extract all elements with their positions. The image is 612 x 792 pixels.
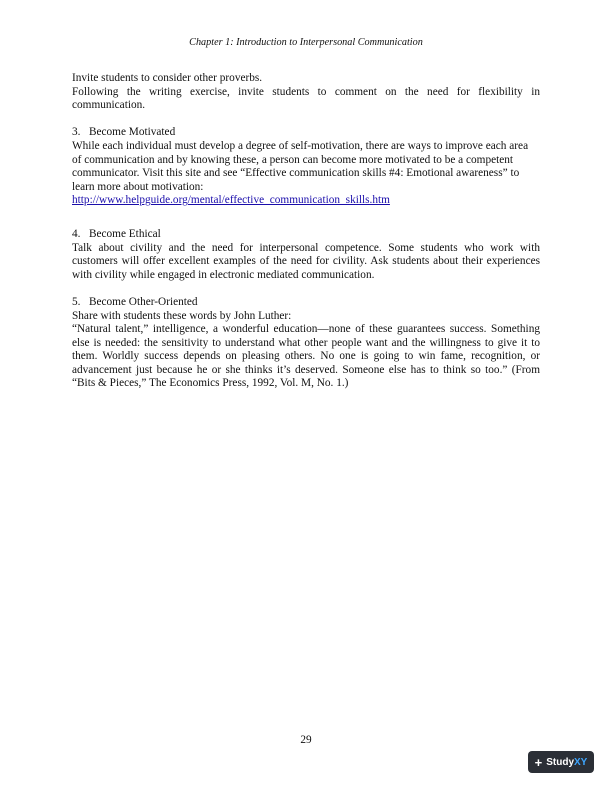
plus-icon: +	[534, 754, 543, 770]
intro-line: Invite students to consider other proverbs.	[72, 72, 263, 84]
section-5-heading: 5. Become Other-Oriented	[72, 295, 198, 308]
section-3-heading: 3. Become Motivated	[72, 126, 176, 139]
section-4-heading: 4. Become Ethical	[72, 227, 161, 240]
intro-paragraph: Following the writing exercise, invite students to comment on the need for flexibility in communication.	[72, 85, 540, 112]
chapter-header: Chapter 1: Introduction to Interpersonal Communication	[189, 37, 423, 48]
section-5-intro: Share with students these words by John Luther:	[72, 309, 292, 322]
section-3-body: While each individual must develop a degree of self-motivation, there are ways to improve each area of communication and by knowing these, a person can become more motivated to be a competent communicator. Visit this site and see “Effective communication skills #4: Emotional awareness” to learn more about motivation:	[72, 139, 529, 193]
luther-quote: “Natural talent,” intelligence, a wonderful education—none of these guarantees success. Something else is needed: the sensitivity to understand what other people want and the willingness to give it to them. Worldly success depends on pleasing others. No one is going to win fame, recognition, or advancement just because he or she thinks it’s deserved. Someone else has to think so too.” (From “Bits & Pieces,” The Economics Press, 1992, Vol. M, No. 1.)	[72, 323, 540, 390]
page-number: 29	[300, 734, 312, 746]
page-content	[72, 72, 540, 391]
section-4-body: Talk about civility and the need for interpersonal competence. Some students who work with customers will offer excellent examples of the need for civility. Ask students about their experiences with civility while engaged in electronic mediated communication.	[72, 241, 540, 281]
helpguide-link[interactable]: http://www.helpguide.org/mental/effective_communication_skills.htm	[72, 194, 390, 207]
studyxy-badge[interactable]	[528, 751, 594, 773]
badge-brand: StudyXY	[546, 756, 588, 768]
